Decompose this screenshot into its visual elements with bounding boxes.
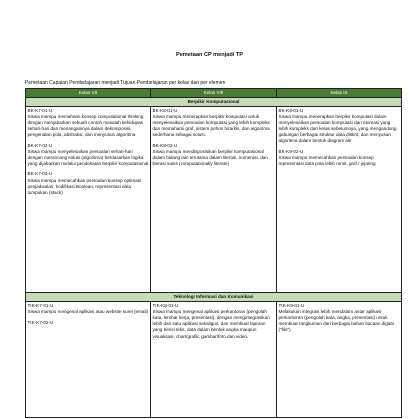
section-title-bk: Berpikir Komputasional xyxy=(26,98,402,107)
tp-text: Siswa mampu mengenal aplikasi perkantoran (pengolah kata, lembar kerja, presentasi), dengan mengintegrasikan lebih dari satu aplikasi sekaligus, dan membuat laporan yang berisi teks, data dalam bentuk angka maupun visualisasi, chart/grafik, gambar/foto dan video. xyxy=(152,309,270,339)
tp-code: TIK-K7-01-U xyxy=(27,303,54,309)
tp-text: Siswa mampu memecahkan persoalan konsep optimasi penjadwalan, kodifikasi Boolean, representasi data tumpukan (stack) xyxy=(27,177,142,195)
tik-content-row xyxy=(26,302,402,418)
column-header-ix: Kelas IX xyxy=(277,89,402,98)
section-row-tik xyxy=(26,293,402,302)
tp-code: BK-K7-03-U xyxy=(27,171,53,177)
tik-cell-viii xyxy=(151,302,277,418)
tp-text: Siswa mampu menerapkan berpikir komputasi dalam menyelesaikan persoalan komputasi dan otomasi yang lebih kompleks dari kelas sebelumnya, yang mengandung gabungan berbagai struktur data diskrit, dan menyusun algoritma dalam bentuk diagram alir xyxy=(278,114,397,144)
bk-cell-ix xyxy=(277,107,402,293)
document-title: Pemetaan CP menjadi TP xyxy=(175,52,244,58)
tp-text: Siswa mampu mendisposisikan berpikir komputasional dalam bidang lain terutama dalam literasi, numerasi, dan literasi sains (computationally literate) xyxy=(152,148,268,167)
column-header-vii: Kelas VII xyxy=(26,89,151,98)
tp-code: BK-K8-02-U xyxy=(152,142,178,148)
tp-text: Siswa mampu memecahkan persoalan konsep representasi data pola lebih rumit, graf / jejaring xyxy=(278,154,376,167)
tp-code: BK-K7-01-U xyxy=(27,108,53,114)
tp-text: Siswa mampu menyelesaikan persoalan sehari-hari dengan merancang solusi (algoritma) berdasarkan logika yang dijabarkan melalui pendekatan berpikir komputasional xyxy=(27,148,149,167)
tp-text: Siswa mampu memahami konsep computational thinking dengan menjabarkan sebuah contoh masalah kehidupan sehari-hari dan menanganinya dalam dekomposisi, pengenalan pola, abstraksi, dan menyusun algoritma xyxy=(27,114,144,138)
header-row xyxy=(26,89,402,98)
cp-tp-mapping-table xyxy=(25,88,402,418)
tp-code: BK-K7-02-U xyxy=(27,142,53,148)
tp-text: Siswa mampu mengenal aplikasi atau website surel (email) xyxy=(27,309,149,315)
section-row-bk xyxy=(26,98,402,107)
bk-content-row xyxy=(26,107,402,293)
tp-text: Siswa mampu menerapkan berpikir komputasi untuk menyelesaikan persoalan komputasi yang lebih kompleks dan memahami graf, sistem pohon hirarkis, dan algoritma sederhana sebagai solusi. xyxy=(152,114,270,138)
tp-text: Melakukan integrasi lebih mendalam antar aplikasi perkantoran (pengolah kata, angka, presentasi) untuk membuat rangkuman dari berbagai bahan bacaan digital ("file") xyxy=(278,309,394,333)
tp-code: BK-K9-02-U xyxy=(278,148,304,154)
tik-cell-ix xyxy=(277,302,402,418)
section-title-tik: Teknologi Informasi dan Komunikasi xyxy=(26,293,402,302)
tp-code: BK-K9-01-U xyxy=(278,108,304,114)
tp-code: TIK-K8-01-U xyxy=(152,303,179,309)
bk-cell-viii xyxy=(151,107,277,293)
column-header-viii: Kelas VIII xyxy=(151,89,277,98)
tik-cell-vii xyxy=(26,302,151,418)
bk-cell-vii xyxy=(26,107,151,293)
document-subtitle: Pemetaan Capaian Pembelajaran menjadi Tujuan Pembelajaran per kelas dan per elemen xyxy=(25,80,226,86)
tp-code: TIK-K9-01-U xyxy=(278,303,305,309)
tp-code: TIK-K7-02-U xyxy=(27,319,54,325)
tp-code: BK-K8-01-U xyxy=(152,108,178,114)
